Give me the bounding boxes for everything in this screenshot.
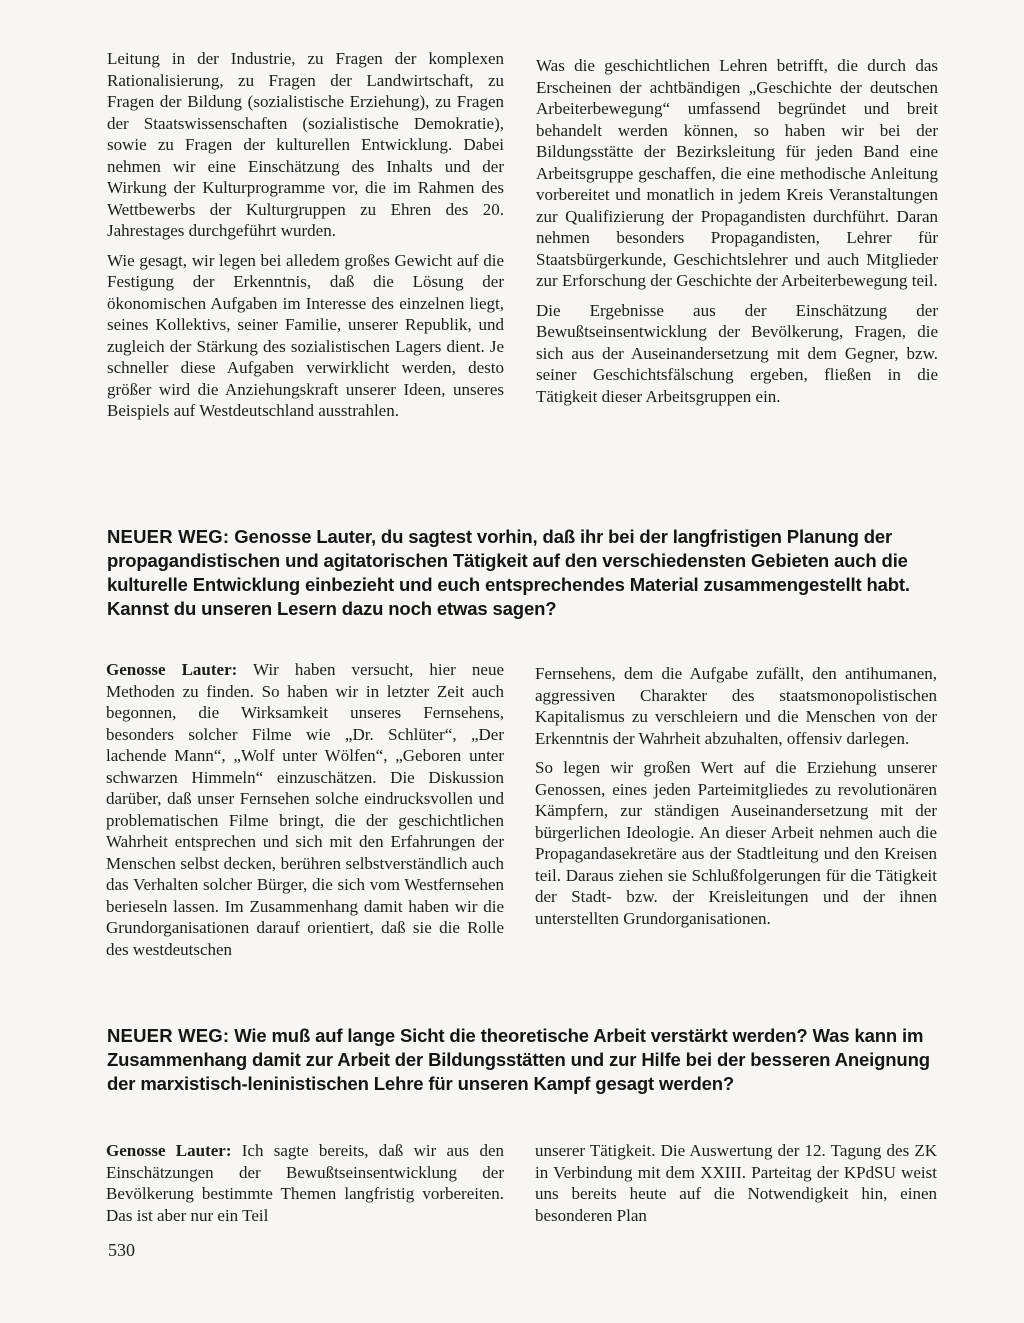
answer1-right-column (535, 663, 937, 929)
question-text: Wie muß auf lange Sicht die theoretische Arbeit verstärkt werden? Was kann im Zusammenhang damit zur Arbeit der Bildungsstätten und zur Hilfe bei der besseren Aneignung der marxistisch-leninistischen Lehre für unseren Kampf gesagt werden? (107, 1025, 930, 1094)
answer1-left-column (106, 659, 504, 960)
paragraph: Die Ergebnisse aus der Einschätzung der Bewußtseinsentwicklung der Bevölkerung, Fragen, die sich aus der Auseinandersetzung mit dem Gegner, bzw. seiner Geschichtsfälschung ergeben, fließen in die Tätigkeit dieser Arbeitsgruppen ein. (536, 300, 938, 406)
paragraph: unserer Tätigkeit. Die Auswertung der 12. Tagung des ZK in Verbindung mit dem XXIII. Parteitag der KPdSU weist uns bereits heute auf die Notwendigkeit hin, einen besonderen Plan (535, 1141, 937, 1225)
paragraph (106, 659, 504, 960)
answer2-right-column (535, 1140, 937, 1226)
section1-left-column (107, 48, 504, 422)
paragraph: Leitung in der Industrie, zu Fragen der komplexen Rationalisierung, zu Fragen der Landwirtschaft, zu Fragen der Bildung (sozialistische Erziehung), zu Fragen der Staatswissenschaften (sozialistische Demokratie), sowie zu Fragen der kulturellen Entwicklung. Dabei nehmen wir eine Einschätzung des Inhalts und der Wirkung der Kulturprogramme vor, die im Rahmen des Wettbewerbs der Kulturgruppen zu Ehren des 20. Jahrestages durchgeführt wurden. (107, 49, 504, 240)
speaker-name: Genosse Lauter: (106, 1141, 232, 1160)
question-text: Genosse Lauter, du sagtest vorhin, daß ihr bei der langfristigen Planung der propagandistischen und agitatorischen Tätigkeit auf den verschiedensten Gebieten auch die kulturelle Entwicklung einbezieht und euch entsprechendes Material zusammengestellt habt. Kannst du unseren Lesern dazu noch etwas sagen? (107, 526, 910, 619)
paragraph: Wie gesagt, wir legen bei alledem großes Gewicht auf die Festigung der Erkenntnis, daß die Lösung der ökonomischen Aufgaben im Interesse des einzelnen liegt, seines Kollektivs, seiner Familie, unserer Republik, und zugleich der Stärkung des sozialistischen Lagers dient. Je schneller diese Aufgaben verwirklicht werden, desto größer wird die Anziehungskraft unserer Ideen, unseres Beispiels auf Westdeutschland ausstrahlen. (107, 250, 504, 420)
page-number: 530 (108, 1240, 135, 1260)
answer-text: Wir haben versucht, hier neue Methoden zu finden. So haben wir in letzter Zeit auch begonnen, die Wirksamkeit unseres Fernsehens, besonders solcher Filme wie „Dr. Schlüter“, „Der lachende Mann“, „Wolf unter Wölfen“, „Geboren unter schwarzen Himmeln“ einzuschätzen. Die Diskussion darüber, daß unser Fernsehen solche eindrucksvollen und problematischen Filme bringt, die der geschichtlichen Wahrheit entsprechen und sich mit den Erfahrungen der Menschen selbst decken, berühren selbstverständlich auch das Verhalten solcher Bürger, die sich vom Westfernsehen berieseln lassen. Im Zusammenhang damit haben wir die Grundorganisationen darauf orientiert, daß sie die Rolle des westdeutschen (106, 660, 504, 959)
answer2-left-column (106, 1140, 504, 1226)
paragraph: Was die geschichtlichen Lehren betrifft, die durch das Erscheinen der achtbändigen „Geschichte der deutschen Arbeiterbewegung“ umfassend begründet und breit behandelt werden können, so haben wir bei der Bildungsstätte der Bezirksleitung für jeden Band eine Arbeitsgruppe geschaffen, die eine methodische Anleitung vorbereitet und monatlich in jedem Kreis Veranstaltungen zur Qualifizierung der Propagandisten durchführt. Daran nehmen besonders Propagandisten, Lehrer für Staatsbürgerkunde, Geschichtslehrer und auch Mitglieder zur Erforschung der Geschichte der Arbeiterbewegung teil. (536, 56, 938, 290)
interview-question-1 (107, 525, 933, 621)
question-label: NEUER WEG: (107, 526, 230, 547)
interview-question-2 (107, 1024, 933, 1096)
paragraph: Fernsehens, dem die Aufgabe zufällt, den antihumanen, aggressiven Charakter des staatsmonopolistischen Kapitalismus zu verschleiern und die Menschen von der Erkenntnis der Wahrheit abzuhalten, offensiv darlegen. (535, 664, 937, 748)
paragraph: So legen wir großen Wert auf die Erziehung unserer Genossen, eines jeden Parteimitgliedes zu revolutionären Kämpfern, zur ständigen Auseinandersetzung mit der bürgerlichen Ideologie. An dieser Arbeit nehmen auch die Propagandasekretäre aus der Stadtleitung und den Kreisen teil. Daraus ziehen sie Schlußfolgerungen für die Tätigkeit der Stadt- bzw. der Kreisleitungen und der ihnen unterstellten Grundorganisationen. (535, 758, 937, 928)
question-label: NEUER WEG: (107, 1025, 230, 1046)
section1-right-column (536, 55, 938, 407)
speaker-name: Genosse Lauter: (106, 660, 238, 679)
answer-text: Ich sagte bereits, daß wir aus den Einschätzungen der Bewußtseinsentwicklung der Bevölkerung bestimmte Themen langfristig vorbereiten. Das ist aber nur ein Teil (106, 1141, 504, 1225)
paragraph (106, 1140, 504, 1226)
